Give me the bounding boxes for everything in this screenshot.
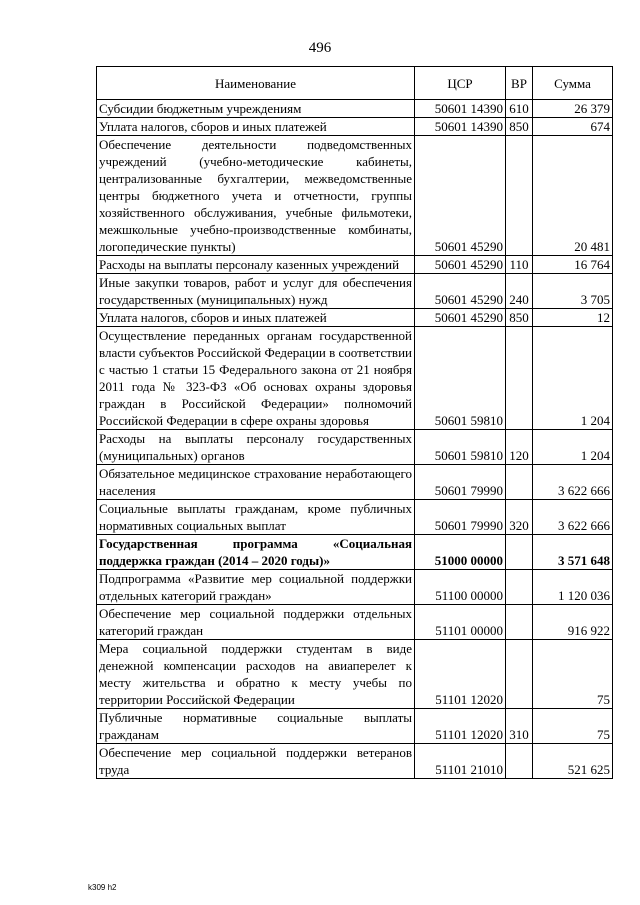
row-sum: 674	[533, 118, 613, 136]
row-name: Субсидии бюджетным учреждениям	[97, 100, 415, 118]
row-name: Публичные нормативные социальные выплаты гражданам	[97, 709, 415, 744]
row-name: Подпрограмма «Развитие мер социальной поддержки отдельных категорий граждан»	[97, 570, 415, 605]
row-sum: 75	[533, 640, 613, 709]
row-vr: 240	[506, 274, 533, 309]
row-sum: 3 622 666	[533, 500, 613, 535]
table-row	[97, 465, 613, 500]
header-name: Наименование	[97, 67, 415, 100]
table-row	[97, 136, 613, 256]
row-sum: 1 204	[533, 327, 613, 430]
row-vr: 850	[506, 309, 533, 327]
row-name: Уплата налогов, сборов и иных платежей	[97, 309, 415, 327]
row-csr: 50601 45290	[415, 274, 506, 309]
row-vr	[506, 465, 533, 500]
table-row	[97, 118, 613, 136]
row-csr: 51101 00000	[415, 605, 506, 640]
row-name: Обязательное медицинское страхование неработающего населения	[97, 465, 415, 500]
table-row	[97, 640, 613, 709]
table-row	[97, 274, 613, 309]
row-name: Государственная программа «Социальная поддержка граждан (2014 – 2020 годы)»	[97, 535, 415, 570]
row-vr: 110	[506, 256, 533, 274]
row-vr	[506, 640, 533, 709]
row-name: Иные закупки товаров, работ и услуг для обеспечения государственных (муниципальных) нужд	[97, 274, 415, 309]
table-row	[97, 256, 613, 274]
row-csr: 50601 79990	[415, 465, 506, 500]
row-sum: 916 922	[533, 605, 613, 640]
row-vr	[506, 327, 533, 430]
row-vr	[506, 535, 533, 570]
row-vr: 850	[506, 118, 533, 136]
row-csr: 50601 45290	[415, 309, 506, 327]
table-row	[97, 570, 613, 605]
row-vr	[506, 570, 533, 605]
table-row	[97, 744, 613, 779]
table-row	[97, 100, 613, 118]
row-name: Расходы на выплаты персоналу государственных (муниципальных) органов	[97, 430, 415, 465]
row-sum: 16 764	[533, 256, 613, 274]
row-csr: 51101 21010	[415, 744, 506, 779]
row-vr	[506, 744, 533, 779]
table-body	[97, 100, 613, 779]
row-csr: 50601 14390	[415, 100, 506, 118]
table-row	[97, 500, 613, 535]
table-row	[97, 709, 613, 744]
row-name: Социальные выплаты гражданам, кроме публичных нормативных социальных выплат	[97, 500, 415, 535]
row-sum: 26 379	[533, 100, 613, 118]
row-vr: 310	[506, 709, 533, 744]
row-csr: 50601 45290	[415, 136, 506, 256]
row-sum: 1 204	[533, 430, 613, 465]
table-row	[97, 535, 613, 570]
row-csr: 50601 45290	[415, 256, 506, 274]
table-row	[97, 605, 613, 640]
row-vr: 120	[506, 430, 533, 465]
row-sum: 3 705	[533, 274, 613, 309]
row-name: Обеспечение мер социальной поддержки отдельных категорий граждан	[97, 605, 415, 640]
table-row	[97, 309, 613, 327]
header-csr: ЦСР	[415, 67, 506, 100]
row-vr	[506, 136, 533, 256]
row-sum: 20 481	[533, 136, 613, 256]
row-vr	[506, 605, 533, 640]
row-csr: 50601 59810	[415, 430, 506, 465]
row-sum: 1 120 036	[533, 570, 613, 605]
row-sum: 3 622 666	[533, 465, 613, 500]
row-csr: 50601 59810	[415, 327, 506, 430]
row-name: Обеспечение мер социальной поддержки ветеранов труда	[97, 744, 415, 779]
row-sum: 75	[533, 709, 613, 744]
row-name: Обеспечение деятельности подведомственных учреждений (учебно-методические кабинеты, централизованные бухгалтерии, межведомственные центры бюджетного учета и отчетности, группы хозяйственного обслуживания, учебные фильмотеки, межшкольные учебно-производственные комбинаты, логопедические пункты)	[97, 136, 415, 256]
row-name: Расходы на выплаты персоналу казенных учреждений	[97, 256, 415, 274]
row-vr: 320	[506, 500, 533, 535]
row-vr: 610	[506, 100, 533, 118]
table-header-row	[97, 67, 613, 100]
row-csr: 51100 00000	[415, 570, 506, 605]
row-name: Осуществление переданных органам государственной власти субъектов Российской Федерации в соответствии с частью 1 статьи 15 Федерального закона от 21 ноября 2011 года № 323-ФЗ «Об основах охраны здоровья граждан в Российской Федерации» полномочий Российской Федерации в сфере охраны здоровья	[97, 327, 415, 430]
row-sum: 521 625	[533, 744, 613, 779]
row-csr: 51101 12020	[415, 709, 506, 744]
footer-code: k309 h2	[88, 883, 117, 892]
row-name: Мера социальной поддержки студентам в виде денежной компенсации расходов на авиаперелет к месту жительства и обратно к месту учебы по территории Российской Федерации	[97, 640, 415, 709]
table-row	[97, 327, 613, 430]
header-vr: ВР	[506, 67, 533, 100]
row-name: Уплата налогов, сборов и иных платежей	[97, 118, 415, 136]
row-sum: 3 571 648	[533, 535, 613, 570]
row-csr: 50601 79990	[415, 500, 506, 535]
header-sum: Сумма	[533, 67, 613, 100]
page-number: 496	[308, 40, 332, 56]
table-row	[97, 430, 613, 465]
budget-table	[96, 66, 613, 779]
row-csr: 51101 12020	[415, 640, 506, 709]
row-sum: 12	[533, 309, 613, 327]
row-csr: 51000 00000	[415, 535, 506, 570]
row-csr: 50601 14390	[415, 118, 506, 136]
